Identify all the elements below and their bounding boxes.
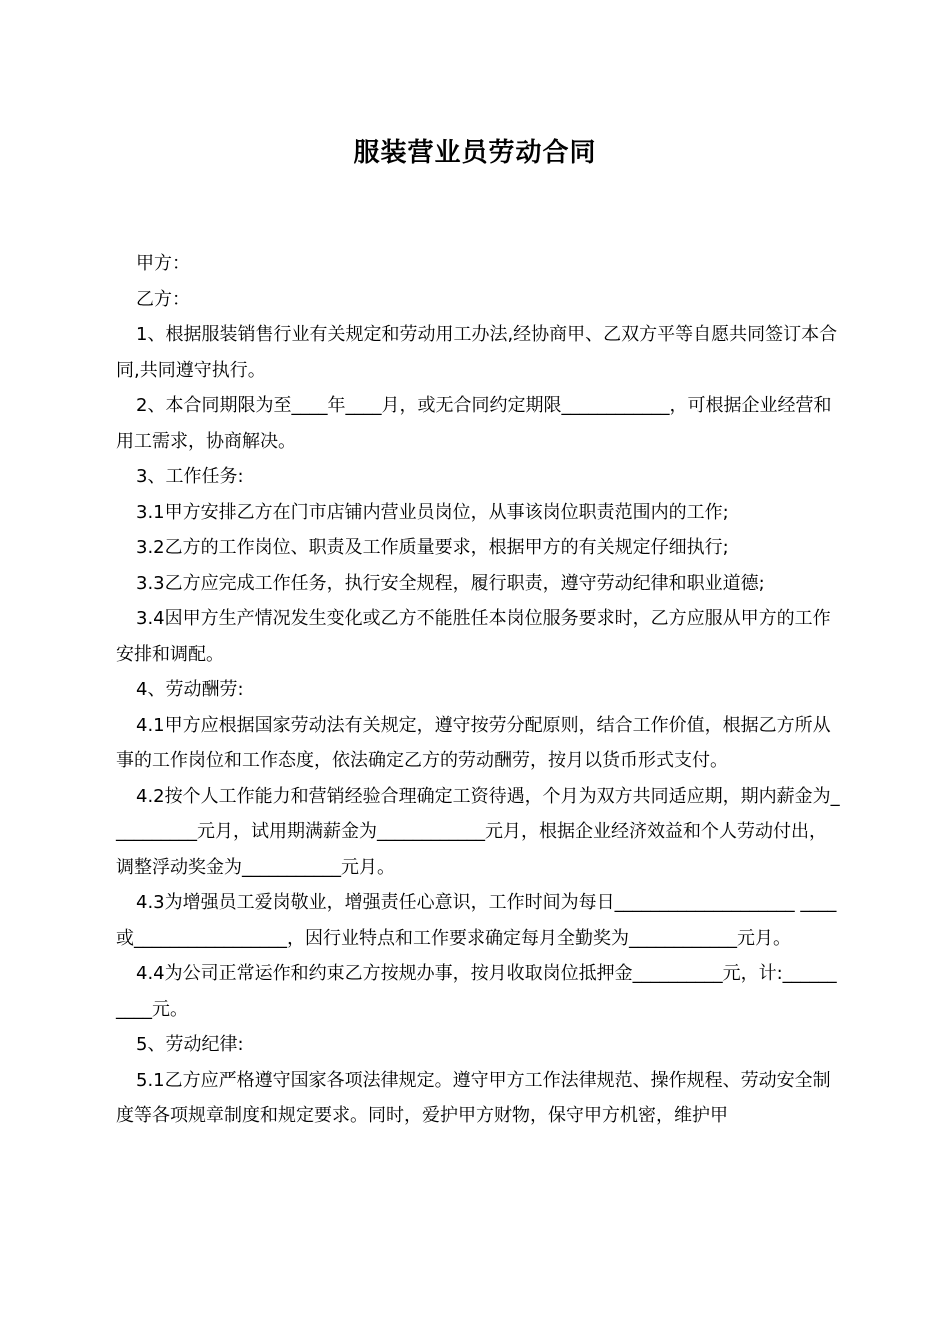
- party-a-line: 甲方：: [136, 253, 190, 274]
- clause-5-1: 5.1乙方应严格遵守国家各项法律规定。遵守甲方工作法律规范、操作规程、劳动安全制度等各项规章制度和规定要求。同时，爱护甲方财物，保守甲方机密，维护甲: [116, 1069, 831, 1126]
- clause-3-3: 3.3乙方应完成工作任务，执行安全规程，履行职责，遵守劳动纪律和职业道德;: [136, 572, 765, 594]
- clause-4-3: 4.3为增强员工爱岗敬业，增强责任心意识，工作时间为每日____________________ ____或_________________，因行业特点和工作要求确定每月全勤奖为____________元月。: [116, 892, 837, 949]
- clause-4-2: 4.2按个人工作能力和营销经验合理确定工资待遇，个月为双方共同适应期，期内薪金为__________元月，试用期满薪金为____________元月，根据企业经济效益和个人劳动付出，调整浮动奖金为___________元月。: [116, 785, 840, 878]
- clause-1: 1、根据服装销售行业有关规定和劳动用工办法,经协商甲、乙双方平等自愿共同签订本合同,共同遵守执行。: [116, 324, 838, 381]
- clause-3-1: 3.1甲方安排乙方在门市店铺内营业员岗位，从事该岗位职责范围内的工作;: [136, 501, 729, 523]
- section-4-heading: 4、劳动酬劳:: [136, 679, 244, 700]
- party-b-line: 乙方：: [136, 288, 190, 310]
- clause-2: 2、本合同期限为至____年____月，或无合同约定期限____________，可根据企业经营和用工需求，协商解决。: [116, 395, 832, 452]
- section-5-heading: 5、劳动纪律:: [136, 1034, 244, 1055]
- clause-4-1: 4.1甲方应根据国家劳动法有关规定，遵守按劳分配原则，结合工作价值，根据乙方所从事的工作岗位和工作态度，依法确定乙方的劳动酬劳，按月以货币形式支付。: [116, 714, 831, 771]
- document-title: 服装营业员劳动合同: [353, 138, 597, 168]
- document-body: [116, 246, 840, 1134]
- clause-3-2: 3.2乙方的工作岗位、职责及工作质量要求，根据甲方的有关规定仔细执行;: [136, 537, 729, 558]
- clause-3-4: 3.4因甲方生产情况发生变化或乙方不能胜任本岗位服务要求时，乙方应服从甲方的工作安排和调配。: [116, 608, 831, 665]
- section-3-heading: 3、工作任务:: [136, 466, 244, 487]
- clause-4-4: 4.4为公司正常运作和约束乙方按规办事，按月收取岗位抵押金__________元，计:__________元。: [116, 963, 837, 1020]
